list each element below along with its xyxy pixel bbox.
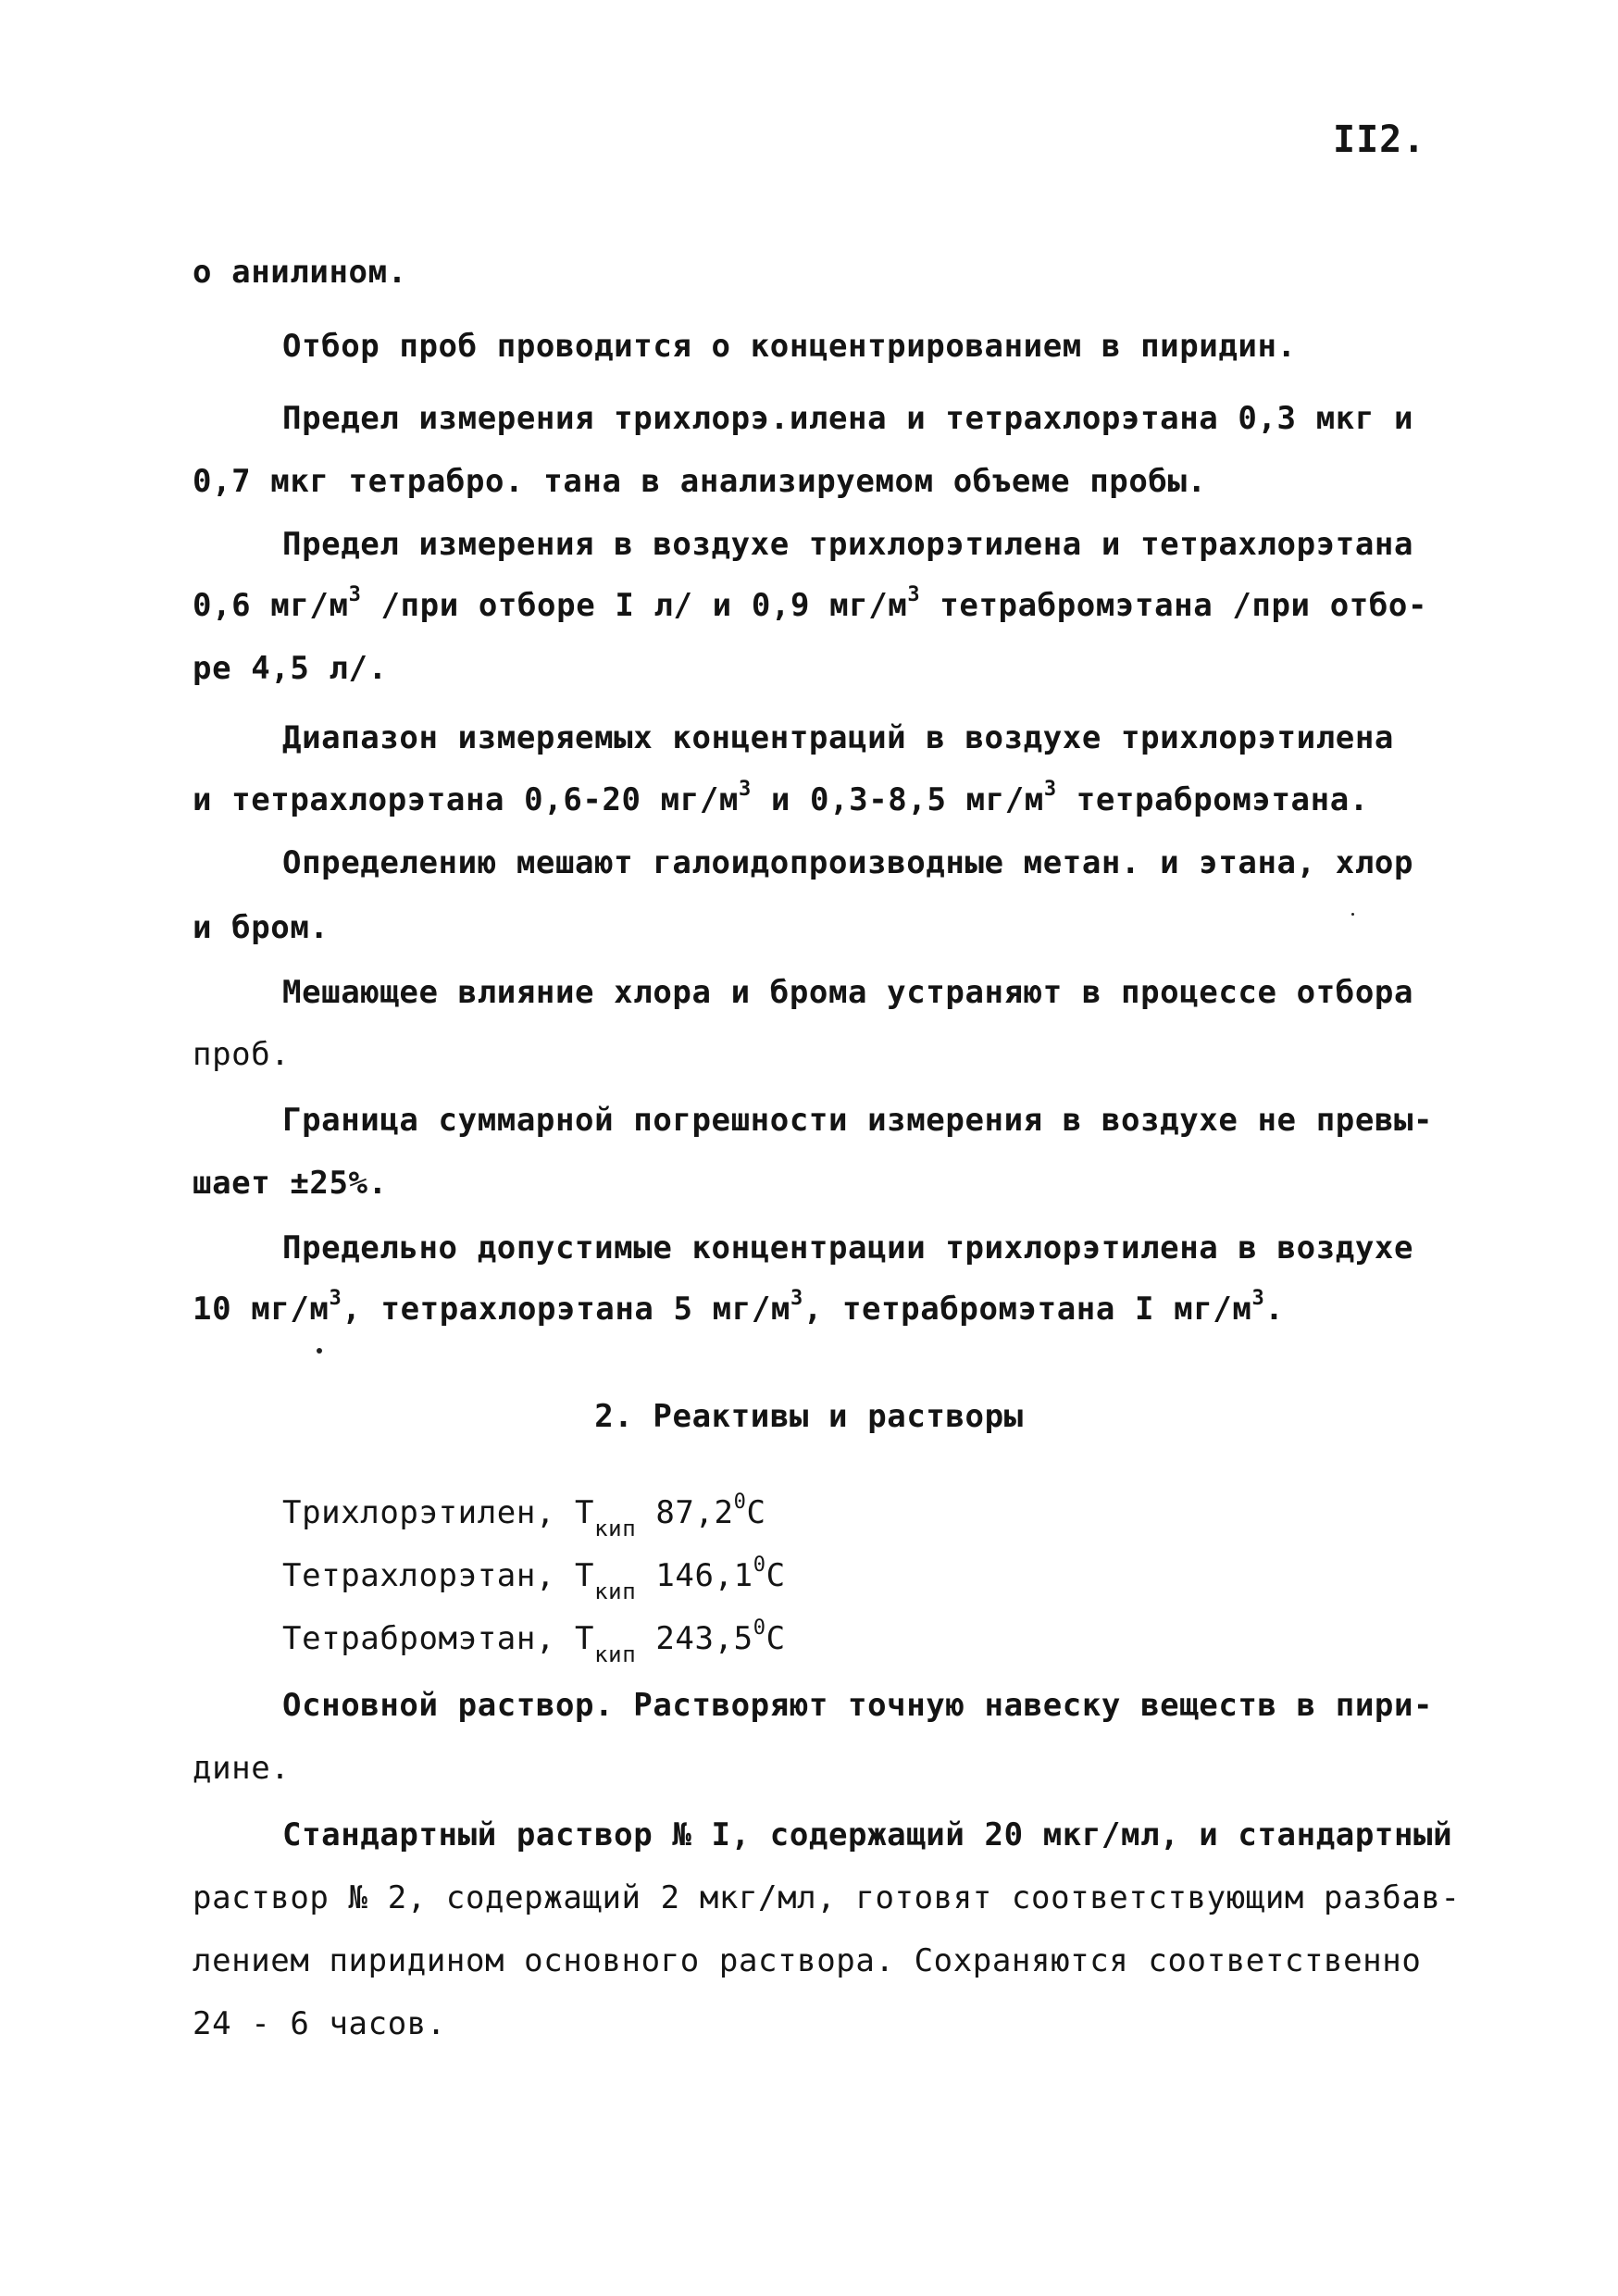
paragraph-error-line1: Граница суммарной погрешности измерения в воздухе не превы- — [282, 1102, 1434, 1139]
reagent-trichloroethylene: Трихлорэтилен, $Т_{кип}$ 87,2$^0$С — [282, 1490, 766, 1541]
standard-solution-line2: раствор № 2, содержащий 2 мкг/мл, готовят соответствующим разбав- — [193, 1879, 1461, 1916]
paragraph-elimination-line1: Мешающее влияние хлора и брома устраняют в процессе отбора — [282, 974, 1414, 1011]
scan-speck — [317, 1348, 322, 1354]
scan-speck — [1351, 913, 1354, 916]
paragraph-air-limit-line3: ре 4,5 л/. — [193, 650, 388, 687]
section-heading: 2. Реактивы и растворы — [594, 1398, 1024, 1435]
paragraph-range-line2: и тетрахлорэтана 0,6-20 $мг/м^3$ и 0,3-8,5 $мг/м^3$ тетрабромэтана. — [193, 777, 1369, 818]
paragraph-air-limit-line2: 0,6 $мг/м^3$ /при отборе I л/ и 0,9 $мг/м^3$ тетрабромэтана /при отбо- — [193, 582, 1428, 624]
reagent-tetrachloroethane: Тетрахлорэтан, $Т_{кип}$ 146,1$^0$С — [282, 1553, 786, 1604]
standard-solution-line1: Стандартный раствор № I, содержащий 20 мкг/мл, и стандартный — [282, 1816, 1453, 1853]
paragraph-detection-limit-line2: 0,7 мкг тетрабро. тана в анализируемом объеме пробы. — [193, 463, 1207, 500]
paragraph-mac-line1: Предельно допустимые концентрации трихлорэтилена в воздухе — [282, 1229, 1414, 1267]
standard-solution-line3: лением пиридином основного раствора. Сохраняются соответственно — [193, 1942, 1422, 1979]
reagent-tetrabromoethane: Тетрабромэтан, $Т_{кип}$ 243,5$^0$С — [282, 1616, 786, 1667]
paragraph-sampling: Отбор проб проводится о концентрированием в пиридин. — [282, 328, 1297, 365]
paragraph-error-line2: шает ±25%. — [193, 1165, 388, 1202]
paragraph-range-line1: Диапазон измеряемых концентраций в воздухе трихлорэтилена — [282, 719, 1394, 756]
paragraph-air-limit-line1: Предел измерения в воздухе трихлорэтилена и тетрахлорэтана — [282, 526, 1414, 563]
paragraph-detection-limit-line1: Предел измерения трихлорэ.илена и тетрахлорэтана 0,3 мкг и — [282, 400, 1414, 437]
paragraph-interference-line2: и бром. — [193, 909, 330, 946]
paragraph-mac-line2: 10 $мг/м^3$, тетрахлорэтана 5 $мг/м^3$, тетрабромэтана I $мг/м^3$. — [193, 1286, 1285, 1328]
paragraph-continuation: о анилином. — [193, 254, 407, 291]
stock-solution-line1: Основной раствор. Растворяют точную навеску веществ в пири- — [282, 1687, 1434, 1724]
stock-solution-line2: дине. — [193, 1750, 291, 1787]
paragraph-interference-line1: Определению мешают галоидопроизводные метан. и этана, хлор — [282, 844, 1414, 881]
paragraph-elimination-line2: проб. — [193, 1036, 291, 1073]
standard-solution-line4: 24 - 6 часов. — [193, 2005, 446, 2042]
page-number: II2. — [1333, 119, 1426, 161]
